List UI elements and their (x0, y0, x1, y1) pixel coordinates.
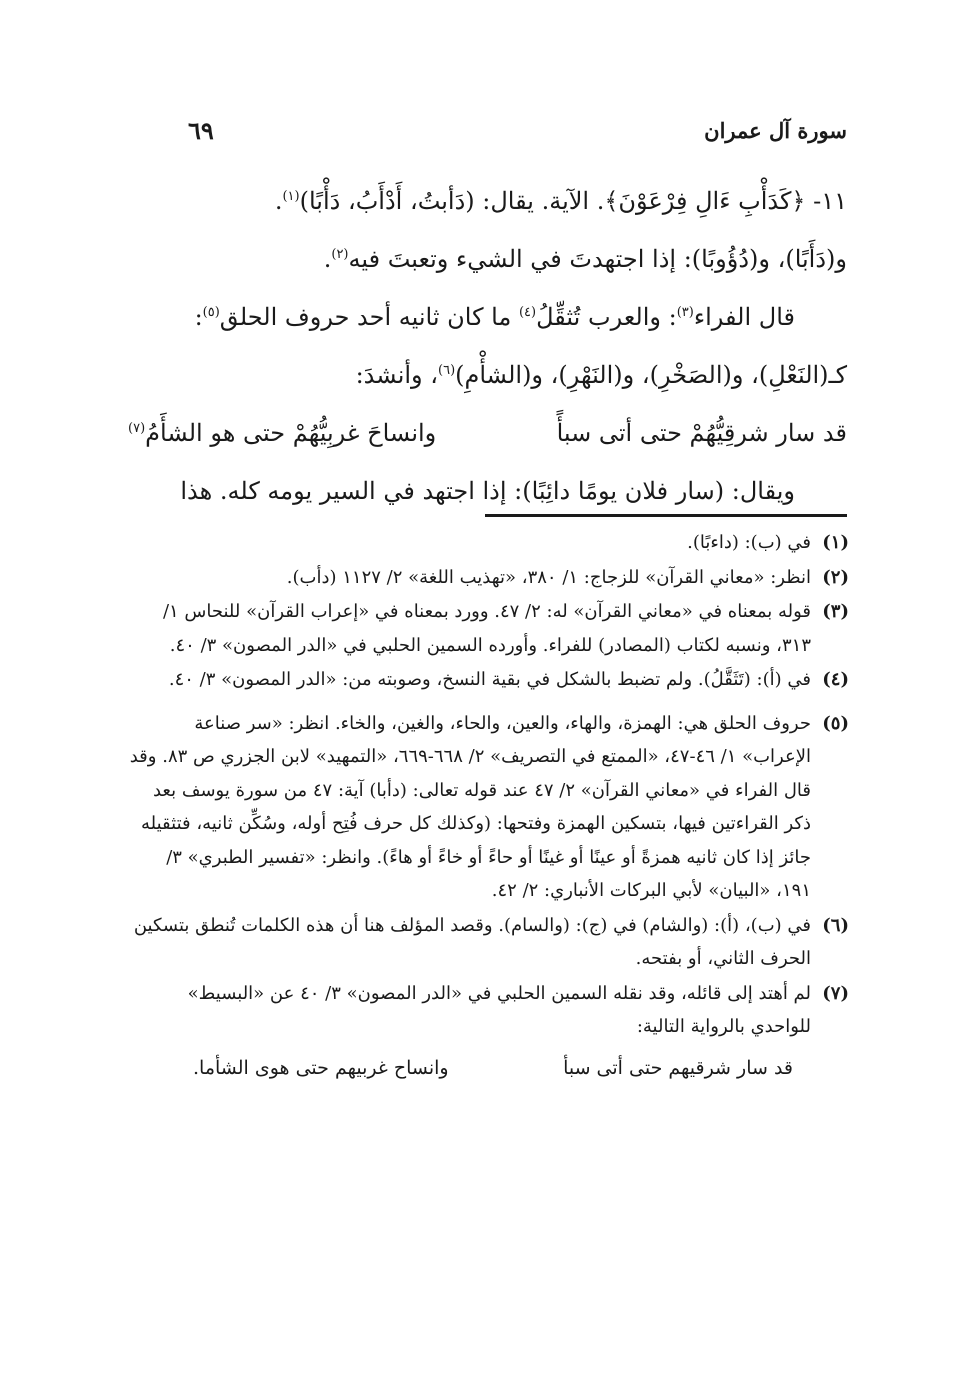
text-span: قال الفراء (693, 303, 795, 331)
footnotes (128, 526, 849, 1088)
footnote (128, 663, 849, 697)
footnote-text: في (ب)، (أ): (والشام) في (ج): (والسام). وقصد المؤلف هنا أن هذه الكلمات تُنطق بتسكين الحرف الثاني، أو بفتحه. (133, 914, 811, 969)
text-span: وانساحَ غربِيُّهُمْ حتى هو الشأَمُ (145, 419, 437, 447)
footnote (128, 561, 849, 595)
main-line: ويقال: (سار فلان يومًا دائِبًا): إذا اجتهد في السير يومه كله. هذا (180, 477, 795, 505)
footnote (128, 707, 849, 908)
main-line (128, 288, 847, 346)
running-header-title: سورة آل عمران (704, 118, 847, 143)
text-span: : والعرب تُثقِّلُ (536, 303, 677, 331)
footnote-text: انظر: «معاني القرآن» للزجاج: ١/ ٣٨٠، «تهذيب اللغة» ٢/ ١١٢٧ (دأب). (286, 566, 811, 588)
footnote-ref: (٥) (202, 305, 220, 320)
footnote-text: لم أهتد إلى قائله، وقد نقله السمين الحلبي في «الدر المصون» ٣/ ٤٠ عن «البسيط» للواحدي بالرواية التالية: (187, 982, 811, 1037)
verse-second-hemistich: وانساح غربيهم حتى هوى الشأما. (193, 1056, 449, 1079)
verse-first-hemistich: قد سار شرقِيُّهُمْ حتى أتى سبأً (556, 419, 847, 447)
page-number: ٦٩ (188, 116, 214, 145)
footnote (128, 526, 849, 560)
footnote-number: (١) (822, 532, 849, 553)
footnote-ref: (١) (282, 189, 300, 204)
footnote-number: (٢) (822, 566, 849, 588)
footnote-text: في (ب): (داءبًا). (687, 532, 811, 553)
text-span: ما كان ثانيه أحد حروف الحلق (219, 303, 519, 331)
footnote-number: (٤) (822, 669, 849, 690)
footnote-text: قوله بمعناه في «معاني القرآن» له: ٢/ ٤٧. وورد بمعناه في «إعراب القرآن» للنحاس ١/ ٣١٣، ونسبه لكتاب (المصادر) للفراء. وأورده السمين الحلبي في «الدر المصون» ٣/ ٤٠. (162, 601, 811, 656)
text-span: ١١- ﴿كَدَأْبِ ءَالِ فِرْعَوْنَ﴾. الآية. يقال: (دَأبتُ، أَدْأَبُ، دَأْبًا) (299, 187, 847, 215)
text-span: : (194, 303, 203, 331)
text-span: كـ(النَعْلِ)، و(الصَخْرِ)، و(النَهْرِ)، و(الشأْمِ) (455, 361, 847, 389)
footnote-ref: (٧) (128, 421, 146, 436)
footnote-number: (٦) (822, 914, 849, 936)
main-line (128, 172, 847, 230)
verse-first-hemistich: قد سار شرقيهم حتى أتى سبأ (563, 1056, 793, 1079)
footnote (128, 977, 849, 1044)
poetry-verse (128, 404, 847, 462)
footnote-number: (٣) (822, 601, 849, 622)
text-span: ، وأنشدَ: (355, 361, 438, 389)
footnote-text: في (أ): (تَثَقَّلُ). ولم تضبط بالشكل في بقية النسخ، وصوبته من: «الدر المصون» ٣/ ٤٠. (168, 669, 811, 690)
main-line (128, 230, 847, 288)
footnote-number: (٧) (822, 982, 849, 1004)
text-span: . (323, 245, 332, 273)
footnote-text: حروف الحلق هي: الهمزة، والهاء، والعين، والحاء، والغين، والخاء. انظر: «سر صناعة الإعراب» ١/ ٤٦-٤٧، «الممتع في التصريف» ٢/ ٦٦٨-٦٦٩، «التمهيد» لابن الجزري ص ٨٣. وقد قال الفراء في «معاني القرآن» ٢/ ٤٧ عند قوله تعالى: (دأبا) آية: ٤٧ من سورة يوسف بعد ذكر القراءتين فيها، بتسكين الهمزة وفتحها: (وكذلك كل حرف فُتِح أوله، وسُكِّن ثانيه، فتثقيله جائز إذا كان ثانيه همزةً أو عينًا أو غينًا أو حاءً أو خاءً أو هاءً). وانظر: «تفسير الطبري» ٣/ ١٩١، «البيان» لأبي البركات الأنباري: ٢/ ٤٢. (129, 712, 811, 901)
text-span: و(دَأَبًا)، و(دُؤُوبًا): إذا اجتهدتَ في الشيء وتعبتَ فيه (348, 245, 847, 273)
footnote-ref: (٤) (518, 305, 537, 320)
footnote-ref: (٣) (676, 305, 694, 320)
footnote-number: (٥) (822, 712, 849, 734)
footnote (128, 909, 849, 976)
main-text (128, 172, 847, 520)
footnote-ref: (٢) (331, 247, 349, 262)
footnote-separator (485, 514, 847, 517)
footnote-ref: (٦) (438, 363, 456, 378)
footnote (128, 595, 849, 662)
footnote-verse (193, 1048, 811, 1088)
text-span: . (274, 187, 283, 215)
verse-second-hemistich (128, 404, 436, 462)
main-line (128, 346, 847, 404)
